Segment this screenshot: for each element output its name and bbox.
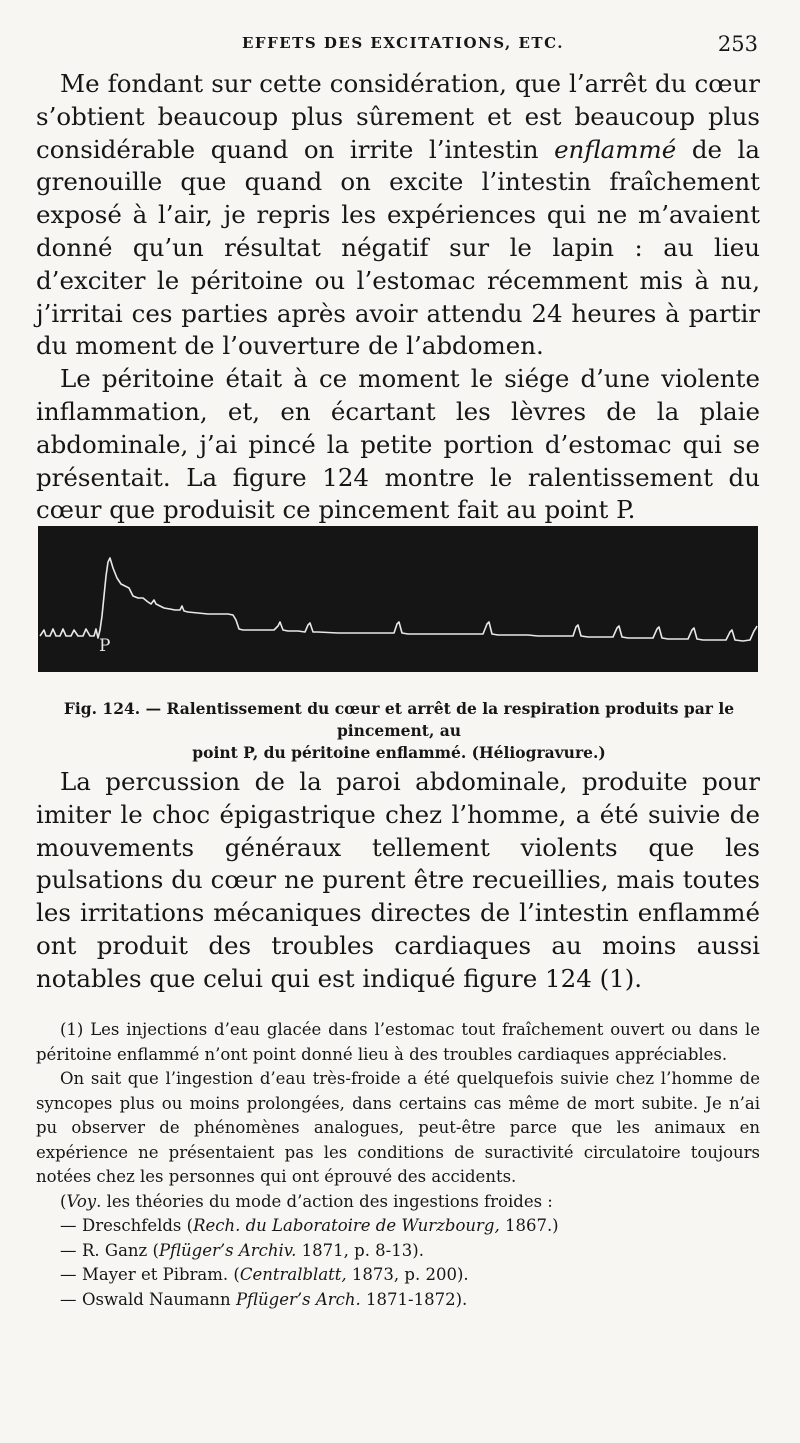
figure-marker-label: P [99,636,111,656]
paragraph-3: La percussion de la paroi abdominale, produite pour imiter le choc épigastrique chez l’homme, a été suivie de mouvements généraux tellement violents que les pulsations du cœur ne purent être recueillies, mais toutes les irritations mécaniques directes de l’intestin enflammé ont produit des troubles cardiaques au moins aussi notables que celui qui est indiqué figure 124 (1). [36,767,760,993]
paragraph-1 [36,68,760,363]
reference-item [36,1214,760,1239]
reference-title: Pflüger’s Arch. [235,1289,361,1309]
footnote [36,1018,760,1312]
footnote-marker: (1) [60,1020,84,1039]
reference-dash: — [60,1216,77,1235]
reference-list [36,1214,760,1312]
footnote-text-1: Les injections d’eau glacée dans l’estomac tout fraîchement ouvert ou dans le péritoine enflammé n’ont point donné lieu à des troubles cardiaques appréciables. [36,1020,760,1064]
reference-dash: — [60,1265,77,1284]
voy-open-paren: ( [60,1191,67,1211]
voy-text: . les théories du mode d’action des ingestions froides : [96,1191,553,1211]
reference-title: Pflüger’s Archiv. [158,1240,297,1260]
reference-title: Rech. du Laboratoire de Wurzbourg, [193,1216,500,1235]
footnote-paragraph-2: On sait que l’ingestion d’eau très-froide a été quelquefois suivie chez l’homme de syncopes plus ou moins prolongées, dans certains cas même de mort subite. Je n’ai pu observer de phénomènes analogues, peut-être parce que les animaux en expérience ne présentaient pas les conditions de suractivité circulatoire toujours notées chez les personnes qui ont éprouvé des accidents. [36,1069,760,1186]
reference-detail: 1873, p. 200). [346,1265,469,1284]
heart-trace-image [38,526,758,672]
paragraph-1-part-2: de la grenouille que quand on excite l’intestin fraîchement exposé à l’air, je repris les expériences qui ne m’avaient donné qu’un résultat négatif sur le lapin : au lieu d’exciter le péritoine ou l’estomac récemment mis à nu, j’irritai ces parties après avoir attendu 24 heures à partir du moment de l’ouverture de l’abdomen. [36,134,760,361]
emphasis-enflamme: enflammé [554,134,677,164]
body-text-top [36,68,760,527]
reference-item [36,1239,760,1264]
reference-detail: 1867.) [499,1216,559,1235]
reference-detail: 1871, p. 8-13). [296,1240,424,1260]
running-head [36,32,766,58]
reference-dash: — [60,1240,77,1260]
figure-124-trace [38,526,758,672]
body-text-bottom [36,766,760,996]
paragraph-1-part-1: Me fondant sur cette considération, que l’arrêt du cœur s’obtient beaucoup plus sûrement et est beaucoup plus considérable quand on irrite l’intestin [36,69,760,164]
caption-line-1: — Ralentissement du cœur et arrêt de la respiration produits par le pincement, au [140,699,735,740]
reference-author: Mayer et Pibram. ( [82,1265,240,1284]
footnote-voy-line [36,1190,760,1215]
page-number: 253 [717,32,758,56]
reference-title: Centralblatt, [239,1265,347,1284]
running-title: EFFETS DES EXCITATIONS, ETC. [242,34,564,52]
figure-caption [40,698,758,764]
reference-author: Dreschfelds ( [82,1216,194,1235]
reference-item [36,1263,760,1288]
reference-author: R. Ganz ( [82,1240,159,1260]
reference-detail: 1871-1872). [360,1289,468,1309]
reference-item [36,1288,760,1313]
caption-line-2: point P, du péritoine enflammé. (Héliogravure.) [192,743,606,762]
paragraph-2: Le péritoine était à ce moment le siége d’une violente inflammation, et, en écartant les lèvres de la plaie abdominale, j’ai pincé la petite portion d’estomac qui se présentait. La figure 124 montre le ralentissement du cœur que produisit ce pincement fait au point P. [36,364,760,525]
reference-dash: — [60,1289,77,1309]
reference-author: Oswald Naumann [82,1289,236,1309]
voy-abbreviation: Voy [66,1191,97,1211]
caption-fig-label: Fig. 124. [63,699,141,718]
heart-pulse-trace [40,558,757,641]
footnote-paragraph-1 [36,1018,760,1067]
